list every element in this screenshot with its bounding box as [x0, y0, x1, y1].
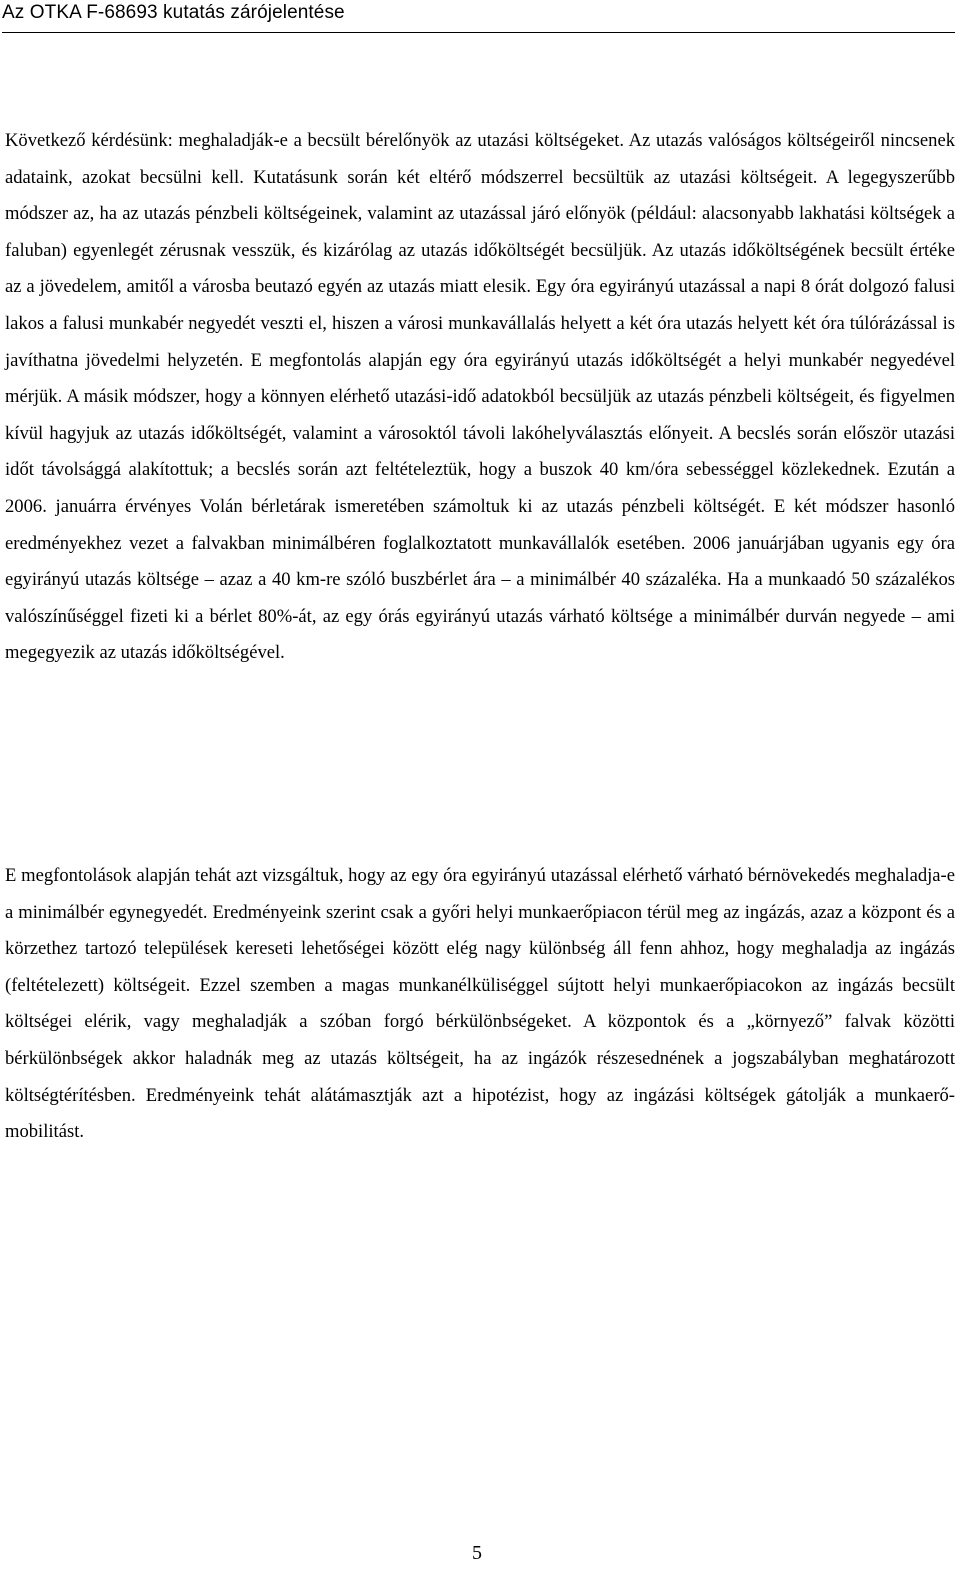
page-number: 5	[472, 1542, 482, 1564]
header-divider	[2, 32, 955, 33]
body-paragraph-2: E megfontolások alapján tehát azt vizsgáltuk, hogy az egy óra egyirányú utazással elérhető várható bérnövekedés meghaladja-e a minimálbér egynegyedét. Eredményeink szerint csak a győri helyi munkaerőpiacon térül meg az ingázás, azaz a központ és a körzethez tartozó települések kereseti lehetőségei között elég nagy különbség áll fenn ahhoz, hogy meghaladja az ingázás (feltételezett) költségeit. Ezzel szemben a magas munkanélküliséggel sújtott helyi munkaerőpiacokon az ingázás becsült költségei elérik, vagy meghaladják a szóban forgó bérkülönbségeket. A központok és a „környező” falvak közötti bérkülönbségek akkor haladnák meg az utazás költségeit, ha az ingázók részesednének a jogszabályban meghatározott költségtérítésben. Eredményeink tehát alátámasztják azt a hipotézist, hogy az ingázási költségek gátolják a munkaerő-mobilitást.	[5, 865, 955, 1143]
page-header-title: Az OTKA F-68693 kutatás zárójelentése	[2, 2, 345, 23]
body-paragraph-1: Következő kérdésünk: meghaladják-e a becsült bérelőnyök az utazási költségeket. Az utazás valóságos költségeiről nincsenek adataink, azokat becsülni kell. Kutatásunk során két eltérő módszerrel becsültük az utazási költségeit. A legegyszerűbb módszer az, ha az utazás pénzbeli költségeinek, valamint az utazással járó előnyök (például: alacsonyabb lakhatási költségek a faluban) egyenlegét zérusnak vesszük, és kizárólag az utazás időköltségét becsüljük. Az utazás időköltségének becsült értéke az a jövedelem, amitől a városba beutazó egyén az utazás miatt elesik. Egy óra egyirányú utazással a napi 8 órát dolgozó falusi lakos a falusi munkabér negyedét veszti el, hiszen a városi munkavállalás helyett a két óra utazás helyett két óra túlórázással is javíthatna jövedelmi helyzetén. E megfontolás alapján egy óra egyirányú utazás időköltségét a helyi munkabér negyedével mérjük. A másik módszer, hogy a könnyen elérhető utazási-idő adatokból becsüljük az utazás pénzbeli költségeit, és figyelmen kívül hagyjuk az utazás időköltségét, valamint a városoktól távoli lakóhelyválasztás előnyeit. A becslés során először utazási időt távolsággá alakítottuk; a becslés során azt feltételeztük, hogy a buszok 40 km/óra sebességgel közlekednek. Ezután a 2006. januárra érvényes Volán bérletárak ismeretében számoltuk ki az utazás pénzbeli költségét. E két módszer hasonló eredményekhez vezet a falvakban minimálbéren foglalkoztatott munkavállalók esetében. 2006 januárjában ugyanis egy óra egyirányú utazás költsége – azaz a 40 km-re szóló buszbérlet ára – a minimálbér 40 százaléka. Ha a munkaadó 50 százalékos valószínűséggel fizeti ki a bérlet 80%-át, az egy órás egyirányú utazás várható költsége a minimálbér durván negyede – ami megegyezik az utazás időköltségével.	[5, 130, 955, 664]
